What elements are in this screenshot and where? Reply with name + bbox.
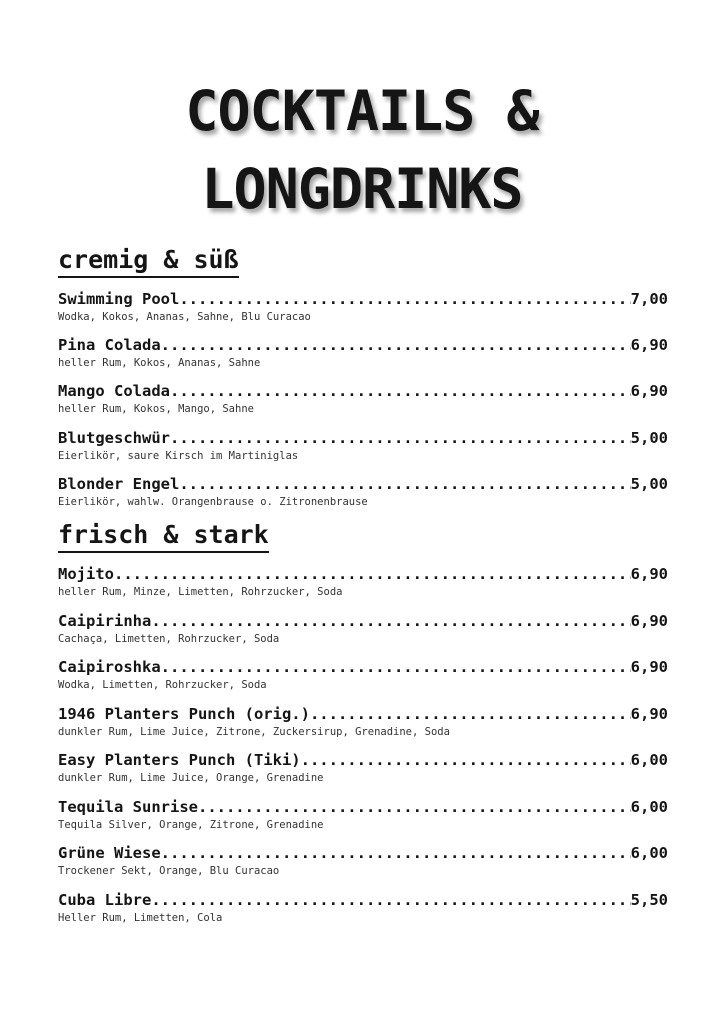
dot-leader (151, 611, 630, 631)
menu-item (58, 289, 668, 324)
item-price: 6,90 (630, 658, 668, 676)
item-name: Blutgeschwür (58, 429, 170, 447)
item-name: Swimming Pool (58, 290, 180, 308)
item-name: 1946 Planters Punch (orig.) (58, 705, 310, 723)
item-name: Blonder Engel (58, 475, 180, 493)
item-description: Eierlikör, saure Kirsch im Martiniglas (58, 450, 299, 462)
dot-leader (161, 657, 631, 677)
item-price: 6,90 (630, 612, 668, 630)
item-description: Cachaça, Limetten, Rohrzucker, Soda (58, 633, 280, 645)
item-description: heller Rum, Kokos, Mango, Sahne (58, 403, 254, 415)
item-price: 6,90 (630, 705, 668, 723)
dot-leader (161, 843, 631, 863)
item-name: Easy Planters Punch (Tiki) (58, 751, 301, 769)
item-price: 5,50 (630, 891, 668, 909)
item-description: Trockener Sekt, Orange, Blu Curacao (58, 865, 280, 877)
item-price: 6,00 (630, 798, 668, 816)
menu-item (58, 564, 668, 599)
dot-leader (114, 564, 631, 584)
item-name: Pina Colada (58, 336, 161, 354)
dot-leader (151, 890, 630, 910)
menu-item (58, 797, 668, 832)
menu-item (58, 428, 668, 463)
item-name: Mojito (58, 565, 114, 583)
item-description: Heller Rum, Limetten, Cola (58, 912, 223, 924)
item-price: 5,00 (630, 429, 668, 447)
item-name: Cuba Libre (58, 891, 152, 909)
menu-item (58, 750, 668, 785)
title-line-1: COCKTAILS & (185, 79, 539, 143)
item-price: 7,00 (630, 290, 668, 308)
item-price: 5,00 (630, 475, 668, 493)
dot-leader (310, 704, 631, 724)
menu-item (58, 843, 668, 878)
item-description: Wodka, Kokos, Ananas, Sahne, Blu Curacao (58, 311, 311, 323)
item-price: 6,00 (630, 844, 668, 862)
dot-leader (301, 750, 631, 770)
item-description: heller Rum, Minze, Limetten, Rohrzucker, Soda (58, 586, 343, 598)
menu-item (58, 381, 668, 416)
menu-item (58, 704, 668, 739)
section-heading-frisch: frisch & stark (58, 520, 269, 553)
page-title (0, 72, 724, 228)
item-description: Eierlikör, wahlw. Orangenbrause o. Zitronenbrause (58, 496, 368, 508)
item-description: heller Rum, Kokos, Ananas, Sahne (58, 357, 261, 369)
dot-leader (198, 797, 631, 817)
item-name: Mango Colada (58, 382, 170, 400)
item-price: 6,00 (630, 751, 668, 769)
dot-leader (161, 335, 631, 355)
item-description: dunkler Rum, Lime Juice, Zitrone, Zuckersirup, Grenadine, Soda (58, 726, 450, 738)
dot-leader (179, 474, 630, 494)
item-price: 6,90 (630, 382, 668, 400)
item-price: 6,90 (630, 565, 668, 583)
item-name: Tequila Sunrise (58, 798, 198, 816)
section-heading-cremig: cremig & süß (58, 245, 239, 278)
menu-item (58, 611, 668, 646)
dot-leader (179, 289, 630, 309)
item-description: Tequila Silver, Orange, Zitrone, Grenadine (58, 819, 324, 831)
menu-item (58, 890, 668, 925)
menu-item (58, 335, 668, 370)
item-price: 6,90 (630, 336, 668, 354)
item-name: Grüne Wiese (58, 844, 161, 862)
menu-item (58, 474, 668, 509)
title-line-2: LONGDRINKS (201, 157, 523, 221)
item-name: Caipirinha (58, 612, 152, 630)
dot-leader (170, 381, 631, 401)
item-description: Wodka, Limetten, Rohrzucker, Soda (58, 679, 267, 691)
menu-item (58, 657, 668, 692)
item-name: Caipiroshka (58, 658, 161, 676)
dot-leader (170, 428, 631, 448)
item-description: dunkler Rum, Lime Juice, Orange, Grenadine (58, 772, 324, 784)
